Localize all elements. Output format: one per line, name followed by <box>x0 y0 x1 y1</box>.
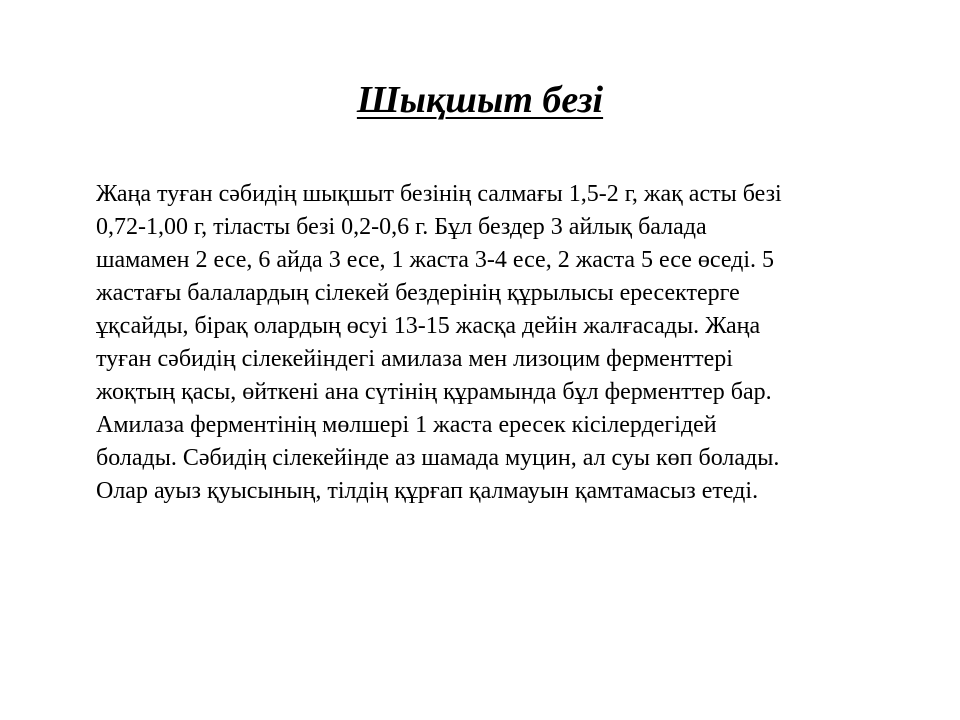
paragraph-line: шамамен 2 есе, 6 айда 3 есе, 1 жаста 3-4 есе, 2 жаста 5 есе өседі. 5 <box>96 247 775 273</box>
slide-title: Шықшыт безі <box>356 79 604 121</box>
paragraph-line: ұқсайды, бірақ олардың өсуі 13-15 жасқа дейін жалғасады. Жаңа <box>96 313 761 339</box>
body-paragraph <box>96 178 876 508</box>
paragraph-line: Жаңа туған сәбидің шықшыт безінің салмағы 1,5-2 г, жақ асты безі <box>96 181 782 207</box>
paragraph-line: 0,72-1,00 г, тіласты безі 0,2-0,6 г. Бұл бездер 3 айлық балада <box>96 214 707 240</box>
paragraph-line: Амилаза ферментінің мөлшері 1 жаста ересек кісілердегідей <box>96 412 717 438</box>
paragraph-line: жоқтың қасы, өйткені ана сүтінің құрамында бұл ферменттер бар. <box>96 379 772 405</box>
paragraph-line: туған сәбидің сілекейіндегі амилаза мен лизоцим ферменттері <box>96 346 733 372</box>
paragraph-line: болады. Сәбидің сілекейінде аз шамада муцин, ал суы көп болады. <box>96 445 780 471</box>
paragraph-line: жастағы балалардың сілекей бездерінің құрылысы ересектерге <box>96 280 740 306</box>
paragraph-line: Олар ауыз қуысының, тілдің құрғап қалмауын қамтамасыз етеді. <box>96 478 759 504</box>
